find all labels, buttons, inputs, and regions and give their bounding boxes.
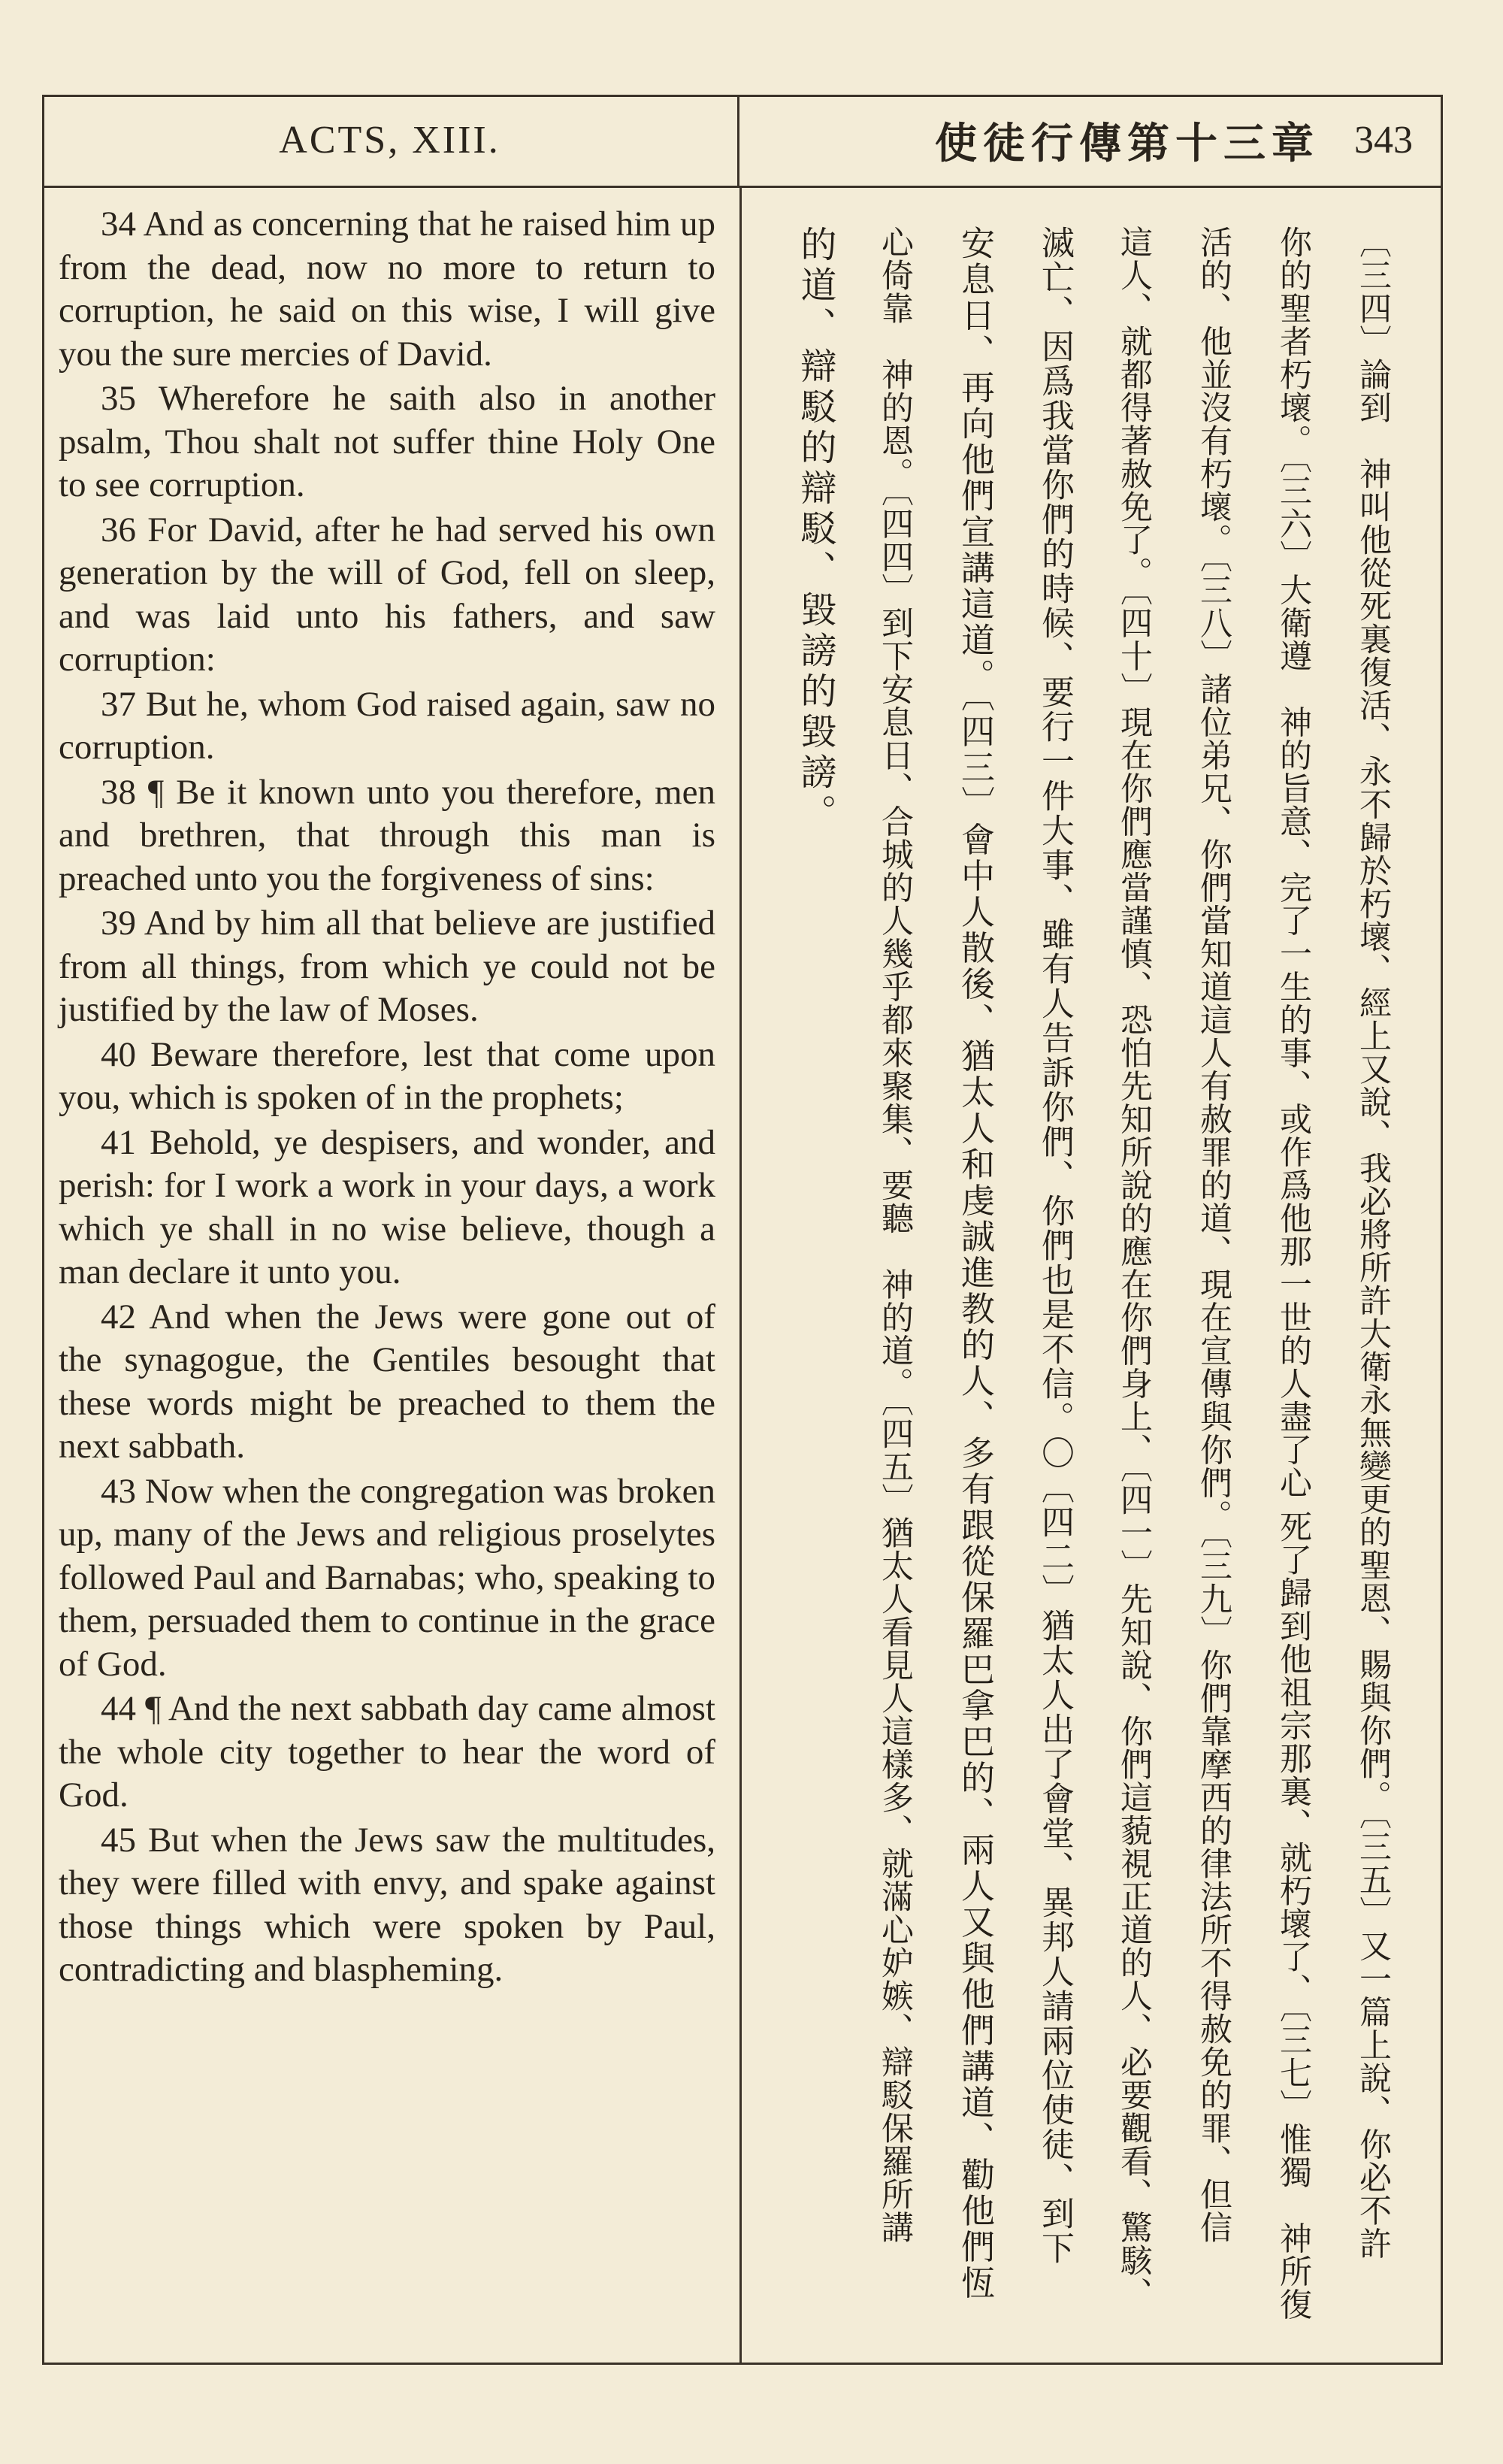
page-header xyxy=(42,95,1443,188)
verse-34: 34 And as concerning that he raised him up from the dead, now no more to return to corruption, he said on this wise, I will give you the sure mercies of David. xyxy=(59,204,715,374)
english-column xyxy=(59,203,715,1993)
verse-40: 40 Beware therefore, lest that come upon you, which is spoken of in the prophets; xyxy=(59,1034,715,1117)
chinese-line-1: 〔三四〕論到 神叫他從死裏復活、永不歸於朽壞、經上又說、我必將所許大衛永無變更的聖恩、賜與你們。〔三五〕又一篇上說、你必不許 xyxy=(1354,226,1392,2260)
verse-41: 41 Behold, ye despisers, and wonder, and perish: for I work a work in your days, a work which ye shall in no wise believe, though a man declare it unto you. xyxy=(59,1122,715,1291)
chinese-line-6: 安息日、再向他們宣講這道。〔四三〕會中人散後、猶太人和虔誠進教的人、多有跟從保羅巴拿巴的、兩人又與他們講道、勸他們恆 xyxy=(955,226,995,2302)
verse-38: 38 ¶ Be it known unto you therefore, men and brethren, that through this man is preached unto you the forgiveness of sins: xyxy=(59,772,715,898)
chinese-line-3: 活的、他並沒有朽壞。〔三八〕諸位弟兄、你們當知道這人有赦罪的道、現在宣傳與你們。〔三九〕你們靠摩西的律法所不得赦免的罪、但信 xyxy=(1195,226,1232,2244)
chinese-column xyxy=(752,203,1428,2353)
header-left xyxy=(42,95,739,186)
verse-42: 42 And when the Jews were gone out of the synagogue, the Gentiles besought that these words might be preached to them the next sabbath. xyxy=(59,1297,715,1466)
chinese-title: 使徒行傳第十三章 xyxy=(935,119,1320,168)
verse-43: 43 Now when the congregation was broken up, many of the Jews and religious proselytes followed Paul and Barnabas; who, speaking to them, persuaded them to continue in the grace of God. xyxy=(59,1471,715,1684)
verse-39: 39 And by him all that believe are justified from all things, from which ye could not be justified by the law of Moses. xyxy=(59,904,715,1029)
chinese-line-7: 心倚靠 神的恩。〔四四〕到下安息日、合城的人幾乎都來聚集、要聽 神的道。〔四五〕猶太人看見人這樣多、就滿心妒嫉、辯駁保羅所講 xyxy=(876,226,914,2244)
verse-36: 36 For David, after he had served his own generation by the will of God, fell on sleep, and was laid unto his fathers, and saw corruption: xyxy=(59,510,715,679)
verse-44: 44 ¶ And the next sabbath day came almost the whole city together to hear the word of God. xyxy=(59,1689,715,1815)
verse-45: 45 But when the Jews saw the multitudes, they were filled with envy, and spake against those things which were spoken by Paul, contradicting and blaspheming. xyxy=(59,1820,715,1989)
chinese-line-4: 這人、就都得著赦免了。〔四十〕現在你們應當謹慎、恐怕先知所說的應在你們身上、〔四一〕先知說、你們這藐視正道的人、必要觀看、驚駭、 xyxy=(1115,226,1153,2310)
chinese-line-5: 滅亡、因爲我當你們的時候、要行一件大事、雖有人告訴你們、你們也是不信。〇〔四二〕猶太人出了會堂、異邦人請兩位使徒、到下 xyxy=(1036,226,1074,2266)
header-right xyxy=(739,95,1443,186)
chinese-line-2: 你的聖者朽壞。〔三六〕大衛遵 神的旨意、完了一生的事、或作爲他那一世的人盡了心 死了歸到他祖宗那裏、就朽壞了、〔三七〕惟獨 神所復 xyxy=(1275,226,1312,2321)
column-divider xyxy=(739,188,742,2365)
verse-35: 35 Wherefore he saith also in another psalm, Thou shalt not suffer thine Holy One to see corruption. xyxy=(59,379,715,504)
chinese-line-8: 的道、辯駁的辯駁、毀謗的毀謗。 xyxy=(794,226,836,834)
page-number: 343 xyxy=(1354,119,1413,162)
verse-37: 37 But he, whom God raised again, saw no corruption. xyxy=(59,684,715,767)
running-title: ACTS, XIII. xyxy=(279,119,500,162)
